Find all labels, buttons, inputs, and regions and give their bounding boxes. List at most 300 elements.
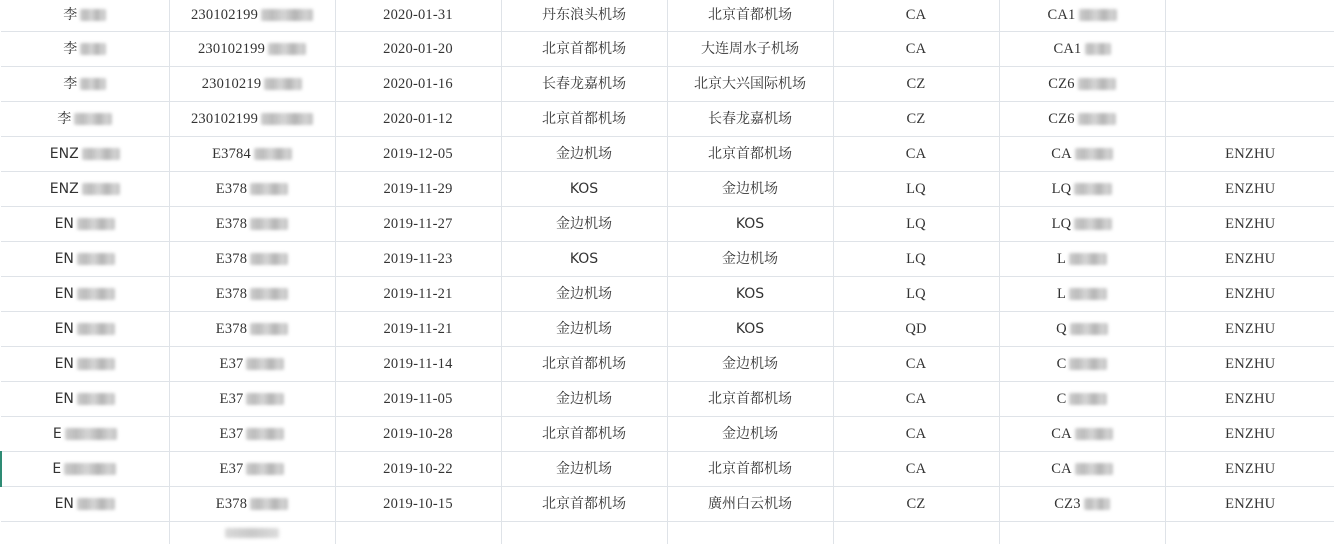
redaction-block <box>225 528 279 538</box>
cell-destination-airport <box>667 312 833 347</box>
cell-origin-airport <box>501 417 667 452</box>
cell-flight-number-text: C <box>1057 392 1067 407</box>
redaction-block <box>250 253 288 265</box>
cell-origin-airport-text: 金边机场 <box>556 462 612 476</box>
redaction-block <box>77 393 115 405</box>
cell-flight-number-text: CA <box>1051 462 1072 477</box>
cell-airline-code <box>833 312 999 347</box>
cell-id-number <box>169 242 335 277</box>
redaction-block <box>65 428 117 440</box>
cell-destination-airport <box>667 242 833 277</box>
cell-operator-text: ENZHU <box>1225 147 1275 162</box>
cell-airline-code-text: CA <box>906 147 927 162</box>
cell-operator <box>1165 207 1334 242</box>
cell-date <box>335 32 501 67</box>
cell-airline-code <box>833 277 999 312</box>
cell-airline-code <box>833 382 999 417</box>
cell-operator <box>1165 312 1334 347</box>
redaction-block <box>268 43 306 55</box>
redaction-block <box>82 183 120 195</box>
cell-date <box>335 452 501 487</box>
cell-date-text: 2019-10-22 <box>383 462 453 477</box>
cell-destination-airport-text: KOS <box>736 217 764 231</box>
cell-name <box>1 0 169 32</box>
cell-origin-airport <box>501 347 667 382</box>
cell-destination-airport <box>667 452 833 487</box>
redaction-block <box>77 218 115 230</box>
cell-operator-text: ENZHU <box>1225 182 1275 197</box>
redaction-block <box>250 288 288 300</box>
cell-airline-code <box>833 207 999 242</box>
cell-flight-number-text: CZ6 <box>1048 77 1074 92</box>
cell-id-number-text: E37 <box>220 462 244 477</box>
cell-flight-number-text: CA1 <box>1054 42 1082 57</box>
cell-flight-number-text: C <box>1057 357 1067 372</box>
cell-id-number-text: 230102199 <box>191 112 258 127</box>
cell-flight-number <box>999 102 1165 137</box>
redaction-block <box>246 358 284 370</box>
redaction-block <box>261 9 313 21</box>
cell-date-text: 2020-01-16 <box>383 77 453 92</box>
cell-airline-code <box>833 0 999 32</box>
cell-flight-number-text: L <box>1057 252 1066 267</box>
cell-airline-code <box>833 242 999 277</box>
redaction-block <box>80 78 106 90</box>
cell-name-text: ENZ <box>50 182 79 196</box>
cell-airline-code <box>833 137 999 172</box>
cell-airline-code-text: QD <box>905 322 926 337</box>
cell-operator-text: ENZHU <box>1225 252 1275 267</box>
cell-airline-code <box>833 67 999 102</box>
cell-airline-code <box>833 32 999 67</box>
cell-airline-code-text: CZ <box>907 112 926 127</box>
redaction-block <box>1084 498 1110 510</box>
cell-destination-airport-text: 金边机场 <box>722 182 778 196</box>
cell-name <box>1 382 169 417</box>
cell-airline-code <box>833 102 999 137</box>
cell-operator <box>1165 347 1334 382</box>
cell-partial <box>999 522 1165 544</box>
cell-id-number <box>169 382 335 417</box>
cell-origin-airport <box>501 452 667 487</box>
redaction-block <box>261 113 313 125</box>
cell-id-number-text: E378 <box>216 252 247 267</box>
cell-name-text: EN <box>55 287 74 301</box>
cell-origin-airport-text: KOS <box>570 252 598 266</box>
cell-id-number-text: E37 <box>220 392 244 407</box>
cell-date <box>335 417 501 452</box>
redaction-block <box>1069 288 1107 300</box>
cell-name-text: EN <box>55 357 74 371</box>
table-row[interactable] <box>1 172 1334 207</box>
cell-date <box>335 207 501 242</box>
cell-flight-number <box>999 137 1165 172</box>
redaction-block <box>264 78 302 90</box>
cell-name <box>1 172 169 207</box>
cell-operator-text: ENZHU <box>1225 462 1275 477</box>
cell-name <box>1 487 169 522</box>
redaction-block <box>77 323 115 335</box>
redaction-block <box>254 148 292 160</box>
cell-date <box>335 347 501 382</box>
cell-flight-number-text: CA1 <box>1048 8 1076 23</box>
cell-destination-airport <box>667 32 833 67</box>
cell-flight-number-text: CZ6 <box>1048 112 1074 127</box>
cell-destination-airport <box>667 0 833 32</box>
cell-origin-airport <box>501 207 667 242</box>
cell-id-number <box>169 172 335 207</box>
redaction-block <box>77 288 115 300</box>
cell-flight-number <box>999 32 1165 67</box>
table-row[interactable] <box>1 242 1334 277</box>
cell-id-number <box>169 102 335 137</box>
cell-date <box>335 382 501 417</box>
cell-partial <box>1165 522 1334 544</box>
table-row[interactable] <box>1 417 1334 452</box>
redaction-block <box>1069 393 1107 405</box>
table-row[interactable] <box>1 207 1334 242</box>
redaction-block <box>1069 358 1107 370</box>
cell-origin-airport <box>501 312 667 347</box>
cell-origin-airport-text: 北京首都机场 <box>542 357 626 371</box>
cell-date <box>335 277 501 312</box>
cell-flight-number-text: LQ <box>1052 182 1072 197</box>
cell-name <box>1 32 169 67</box>
redaction-block <box>80 9 106 21</box>
cell-destination-airport-text: 北京首都机场 <box>708 147 792 161</box>
cell-airline-code <box>833 417 999 452</box>
cell-operator-text: ENZHU <box>1225 217 1275 232</box>
cell-destination-airport-text: 长春龙嘉机场 <box>708 112 792 126</box>
cell-destination-airport <box>667 347 833 382</box>
cell-name-text: EN <box>55 392 74 406</box>
redaction-block <box>250 498 288 510</box>
redaction-block <box>246 393 284 405</box>
cell-airline-code-text: LQ <box>906 217 926 232</box>
redaction-block <box>1075 148 1113 160</box>
table-row[interactable] <box>1 347 1334 382</box>
cell-origin-airport <box>501 102 667 137</box>
cell-destination-airport <box>667 102 833 137</box>
cell-origin-airport <box>501 32 667 67</box>
cell-operator <box>1165 32 1334 67</box>
redaction-block <box>80 43 106 55</box>
cell-destination-airport <box>667 277 833 312</box>
cell-flight-number <box>999 207 1165 242</box>
cell-airline-code-text: CZ <box>907 497 926 512</box>
cell-destination-airport-text: 廣州白云机场 <box>708 497 792 511</box>
cell-name-text: ENZ <box>50 147 79 161</box>
cell-flight-number <box>999 487 1165 522</box>
cell-name-text: EN <box>55 252 74 266</box>
cell-id-number <box>169 207 335 242</box>
cell-partial <box>1 522 169 544</box>
cell-id-number-text: E378 <box>216 287 247 302</box>
cell-name <box>1 137 169 172</box>
cell-id-number-text: 230102199 <box>191 8 258 23</box>
cell-name-text: 李 <box>63 77 77 91</box>
cell-destination-airport <box>667 172 833 207</box>
cell-operator <box>1165 172 1334 207</box>
cell-flight-number <box>999 277 1165 312</box>
cell-origin-airport-text: 金边机场 <box>556 287 612 301</box>
cell-flight-number-text: CA <box>1051 427 1072 442</box>
cell-date-text: 2019-11-14 <box>383 357 452 372</box>
cell-destination-airport <box>667 67 833 102</box>
redaction-block <box>1075 428 1113 440</box>
cell-operator-text: ENZHU <box>1225 427 1275 442</box>
cell-name-text: 李 <box>63 42 77 56</box>
cell-airline-code-text: LQ <box>906 182 926 197</box>
cell-name <box>1 277 169 312</box>
cell-origin-airport-text: 北京首都机场 <box>542 497 626 511</box>
redaction-block <box>82 148 120 160</box>
cell-origin-airport <box>501 242 667 277</box>
cell-date-text: 2020-01-20 <box>383 42 453 57</box>
cell-date-text: 2019-10-15 <box>383 497 453 512</box>
cell-origin-airport <box>501 137 667 172</box>
cell-operator <box>1165 0 1334 32</box>
cell-name-text: 李 <box>57 112 71 126</box>
cell-id-number <box>169 312 335 347</box>
cell-airline-code <box>833 347 999 382</box>
cell-origin-airport-text: 丹东浪头机场 <box>542 8 626 22</box>
cell-id-number-text: 230102199 <box>198 42 265 57</box>
cell-date-text: 2020-01-12 <box>383 112 453 127</box>
redaction-block <box>77 253 115 265</box>
cell-id-number <box>169 277 335 312</box>
table-row-partial[interactable] <box>1 522 1334 544</box>
cell-origin-airport-text: 金边机场 <box>556 392 612 406</box>
cell-partial <box>169 522 335 544</box>
cell-date <box>335 67 501 102</box>
cell-airline-code-text: CA <box>906 357 927 372</box>
redaction-block <box>1078 78 1116 90</box>
cell-destination-airport-text: 金边机场 <box>722 427 778 441</box>
cell-flight-number <box>999 382 1165 417</box>
cell-id-number <box>169 487 335 522</box>
cell-id-number-text: E378 <box>216 217 247 232</box>
cell-destination-airport-text: 北京首都机场 <box>708 462 792 476</box>
cell-id-number-text: E37 <box>220 427 244 442</box>
cell-flight-number <box>999 312 1165 347</box>
cell-destination-airport-text: KOS <box>736 322 764 336</box>
cell-date <box>335 102 501 137</box>
cell-name-text: 李 <box>63 8 77 22</box>
cell-airline-code-text: LQ <box>906 287 926 302</box>
cell-date-text: 2019-11-21 <box>383 287 452 302</box>
cell-operator <box>1165 487 1334 522</box>
cell-destination-airport <box>667 487 833 522</box>
table-row[interactable] <box>1 0 1334 32</box>
cell-destination-airport-text: 北京首都机场 <box>708 8 792 22</box>
cell-date <box>335 172 501 207</box>
cell-origin-airport-text: 北京首都机场 <box>542 42 626 56</box>
cell-flight-number <box>999 347 1165 382</box>
cell-name <box>1 417 169 452</box>
cell-id-number <box>169 0 335 32</box>
cell-id-number-text: E37 <box>220 357 244 372</box>
cell-origin-airport-text: 北京首都机场 <box>542 112 626 126</box>
redaction-block <box>246 463 284 475</box>
cell-id-number-text: E378 <box>216 322 247 337</box>
cell-origin-airport <box>501 172 667 207</box>
cell-operator-text: ENZHU <box>1225 497 1275 512</box>
table-row[interactable] <box>1 452 1334 487</box>
cell-operator <box>1165 382 1334 417</box>
table-row[interactable] <box>1 32 1334 67</box>
cell-operator <box>1165 452 1334 487</box>
cell-flight-number-text: LQ <box>1052 217 1072 232</box>
cell-date-text: 2019-11-29 <box>383 182 452 197</box>
cell-origin-airport <box>501 67 667 102</box>
cell-destination-airport-text: 北京首都机场 <box>708 392 792 406</box>
cell-operator <box>1165 67 1334 102</box>
table-row[interactable] <box>1 67 1334 102</box>
redaction-block <box>1075 463 1113 475</box>
redaction-block <box>1078 113 1116 125</box>
cell-operator <box>1165 102 1334 137</box>
table-row[interactable] <box>1 102 1334 137</box>
cell-date-text: 2019-12-05 <box>383 147 453 162</box>
cell-destination-airport-text: 金边机场 <box>722 357 778 371</box>
cell-id-number <box>169 417 335 452</box>
cell-operator-text: ENZHU <box>1225 357 1275 372</box>
cell-flight-number <box>999 67 1165 102</box>
cell-flight-number-text: L <box>1057 287 1066 302</box>
cell-origin-airport-text: 北京首都机场 <box>542 427 626 441</box>
cell-airline-code-text: CA <box>906 392 927 407</box>
cell-flight-number <box>999 172 1165 207</box>
cell-partial <box>335 522 501 544</box>
cell-airline-code-text: CZ <box>907 77 926 92</box>
cell-origin-airport <box>501 0 667 32</box>
cell-destination-airport <box>667 382 833 417</box>
cell-origin-airport-text: 金边机场 <box>556 322 612 336</box>
redaction-block <box>250 218 288 230</box>
cell-flight-number-text: CA <box>1051 147 1072 162</box>
cell-id-number-text: E378 <box>216 497 247 512</box>
cell-id-number-text: 23010219 <box>202 77 262 92</box>
redaction-block <box>74 113 112 125</box>
cell-airline-code <box>833 452 999 487</box>
cell-partial <box>667 522 833 544</box>
cell-name-text: E <box>53 427 62 441</box>
cell-id-number <box>169 137 335 172</box>
cell-date-text: 2019-11-05 <box>383 392 452 407</box>
cell-id-number <box>169 67 335 102</box>
cell-name-text: EN <box>55 217 74 231</box>
cell-date <box>335 0 501 32</box>
redaction-block <box>250 183 288 195</box>
cell-id-number <box>169 347 335 382</box>
cell-flight-number <box>999 0 1165 32</box>
cell-id-number <box>169 32 335 67</box>
table-row[interactable] <box>1 277 1334 312</box>
cell-origin-airport <box>501 382 667 417</box>
cell-date <box>335 137 501 172</box>
cell-destination-airport <box>667 417 833 452</box>
redaction-block <box>1079 9 1117 21</box>
cell-id-number-text: E3784 <box>212 147 251 162</box>
cell-operator-text: ENZHU <box>1225 392 1275 407</box>
cell-flight-number <box>999 452 1165 487</box>
cell-date <box>335 312 501 347</box>
cell-name <box>1 347 169 382</box>
redaction-block <box>1070 323 1108 335</box>
cell-name <box>1 312 169 347</box>
cell-name <box>1 102 169 137</box>
cell-name-text: EN <box>55 322 74 336</box>
table-row[interactable] <box>1 312 1334 347</box>
cell-date-text: 2020-01-31 <box>383 8 453 23</box>
table-row[interactable] <box>1 137 1334 172</box>
cell-flight-number <box>999 242 1165 277</box>
cell-origin-airport <box>501 277 667 312</box>
cell-date-text: 2019-11-21 <box>383 322 452 337</box>
cell-operator <box>1165 277 1334 312</box>
cell-id-number-text: E378 <box>216 182 247 197</box>
cell-destination-airport-text: 金边机场 <box>722 252 778 266</box>
redaction-block <box>77 498 115 510</box>
table-row[interactable] <box>1 487 1334 522</box>
cell-origin-airport-text: KOS <box>570 182 598 196</box>
cell-date <box>335 487 501 522</box>
cell-partial <box>833 522 999 544</box>
cell-airline-code-text: CA <box>906 427 927 442</box>
cell-destination-airport-text: 北京大兴国际机场 <box>694 77 806 91</box>
table-row[interactable] <box>1 382 1334 417</box>
cell-operator <box>1165 242 1334 277</box>
cell-airline-code <box>833 487 999 522</box>
redaction-block <box>1074 183 1112 195</box>
cell-flight-number-text: Q <box>1056 322 1067 337</box>
cell-date-text: 2019-11-27 <box>383 217 452 232</box>
redaction-block <box>246 428 284 440</box>
cell-airline-code-text: CA <box>906 8 927 23</box>
cell-flight-number <box>999 417 1165 452</box>
cell-flight-number-text: CZ3 <box>1054 497 1080 512</box>
redaction-block <box>1069 253 1107 265</box>
cell-destination-airport <box>667 207 833 242</box>
redaction-block <box>1085 43 1111 55</box>
cell-id-number <box>169 452 335 487</box>
cell-date <box>335 242 501 277</box>
cell-operator-text: ENZHU <box>1225 287 1275 302</box>
cell-destination-airport-text: 大连周水子机场 <box>701 42 799 56</box>
cell-name <box>1 242 169 277</box>
redaction-block <box>250 323 288 335</box>
cell-name <box>1 207 169 242</box>
redaction-block <box>64 463 116 475</box>
cell-operator <box>1165 417 1334 452</box>
cell-name <box>1 452 169 487</box>
cell-destination-airport <box>667 137 833 172</box>
cell-operator-text: ENZHU <box>1225 322 1275 337</box>
cell-operator <box>1165 137 1334 172</box>
cell-origin-airport-text: 长春龙嘉机场 <box>542 77 626 91</box>
cell-airline-code <box>833 172 999 207</box>
cell-destination-airport-text: KOS <box>736 287 764 301</box>
cell-origin-airport-text: 金边机场 <box>556 147 612 161</box>
cell-origin-airport-text: 金边机场 <box>556 217 612 231</box>
cell-date-text: 2019-11-23 <box>383 252 452 267</box>
cell-airline-code-text: CA <box>906 462 927 477</box>
cell-name <box>1 67 169 102</box>
cell-airline-code-text: LQ <box>906 252 926 267</box>
cell-origin-airport <box>501 487 667 522</box>
cell-partial <box>501 522 667 544</box>
